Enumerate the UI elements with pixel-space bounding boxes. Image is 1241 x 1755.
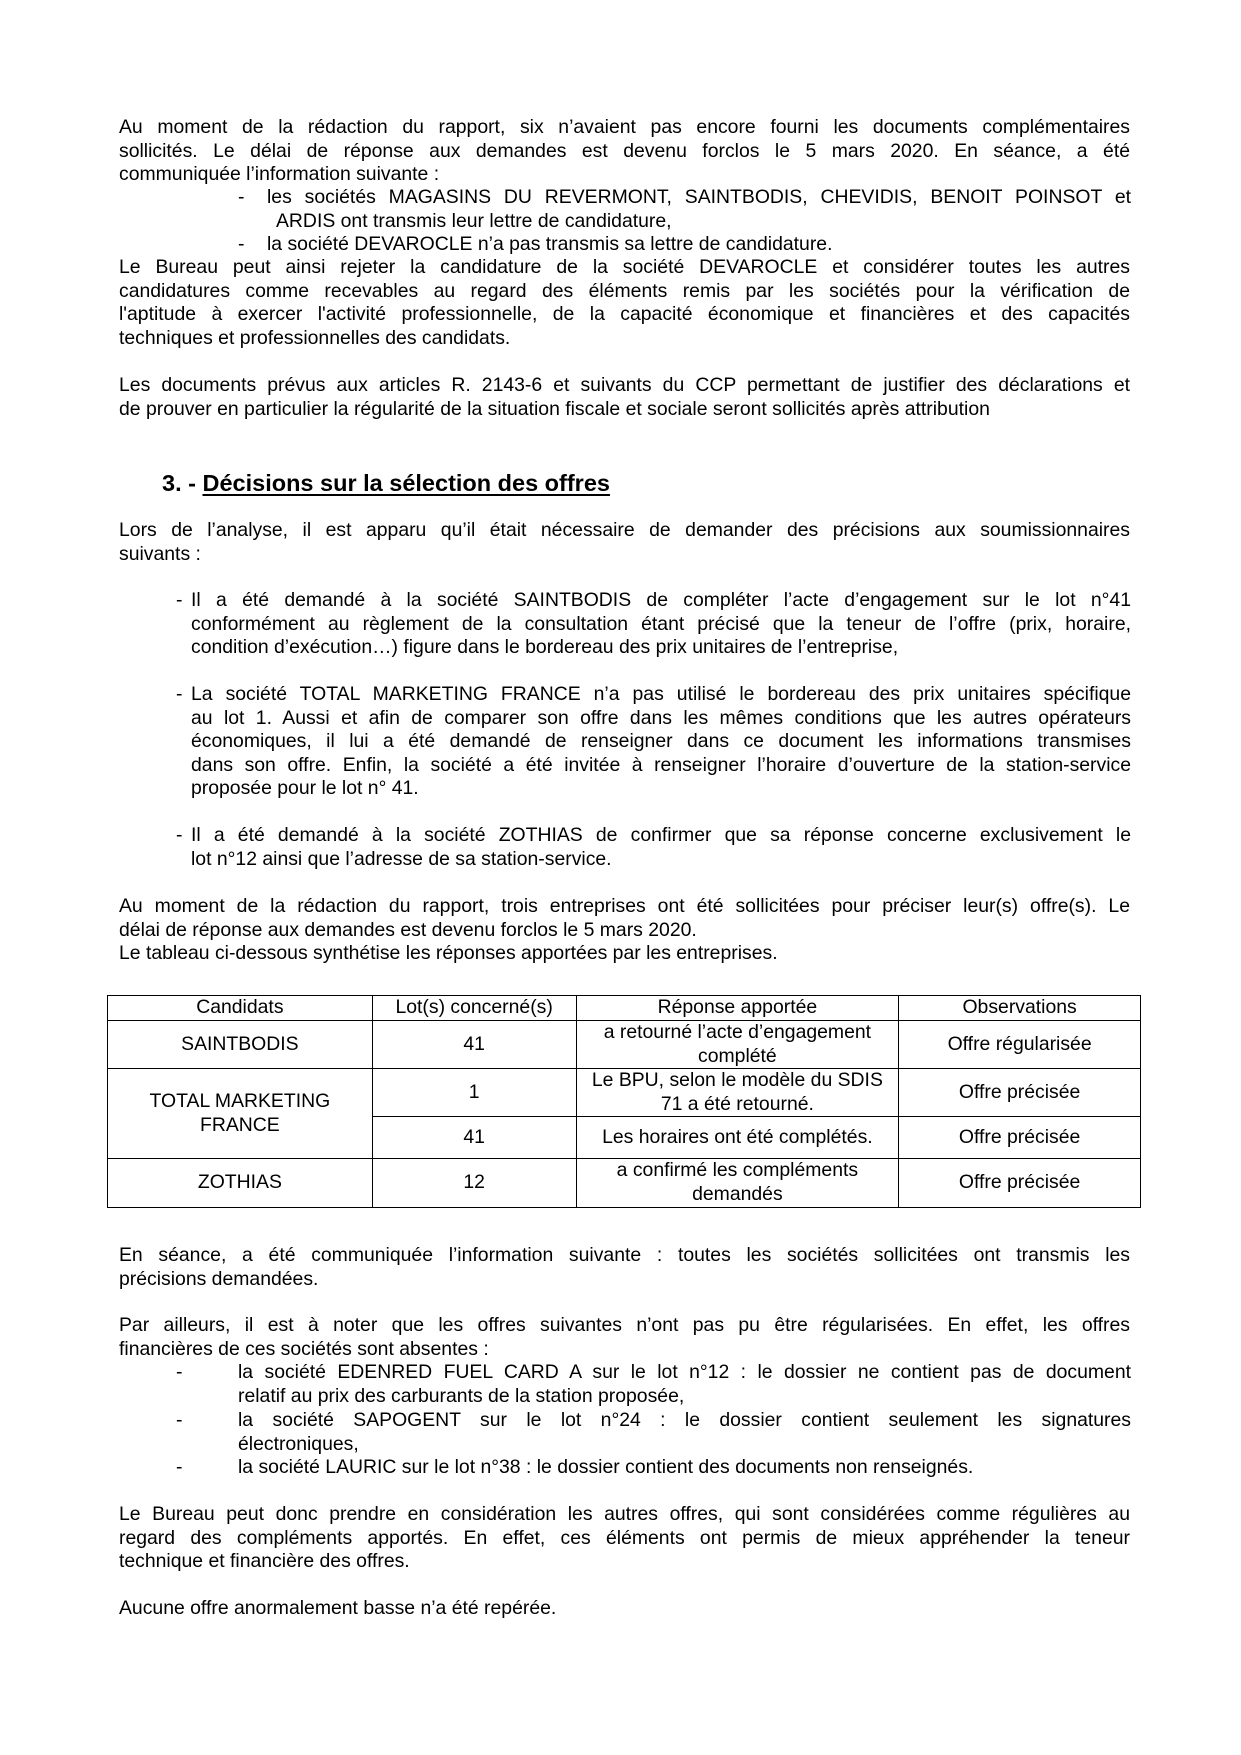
paragraph-analyse bbox=[119, 519, 1130, 566]
bullet-dash: - bbox=[176, 1361, 183, 1383]
text-line: relatif au prix des carburants de la station proposée, bbox=[238, 1384, 685, 1407]
paragraph-bureau-rejet bbox=[119, 256, 1130, 350]
table-cell-lot: 1 bbox=[372, 1069, 576, 1117]
bullet-item-candidatures bbox=[267, 186, 1131, 233]
paragraph-intro bbox=[119, 116, 1130, 187]
table-header-row bbox=[108, 996, 1141, 1021]
irregular-offer-lauric: la société LAURIC sur le lot n°38 : le dossier contient des documents non renseignés. bbox=[238, 1456, 974, 1478]
text-line: précisions demandées. bbox=[119, 1267, 319, 1290]
request-item-total bbox=[191, 683, 1131, 801]
column-header: Candidats bbox=[108, 996, 373, 1021]
paragraph-offre-basse: Aucune offre anormalement basse n’a été repérée. bbox=[119, 1597, 557, 1619]
paragraph-conclusion bbox=[119, 1503, 1130, 1574]
text-line: la société EDENRED FUEL CARD A sur le lot n°12 : le dossier ne contient pas de document bbox=[238, 1361, 1131, 1383]
table-cell-candidate: TOTAL MARKETING FRANCE bbox=[108, 1069, 373, 1159]
text-line: Il a été demandé à la société SAINTBODIS de compléter l’acte d’engagement sur le lot n°41 bbox=[191, 589, 1131, 611]
text-line: technique et financière des offres. bbox=[119, 1550, 410, 1573]
table-row bbox=[108, 1021, 1141, 1069]
text-line: Les documents prévus aux articles R. 2143-6 et suivants du CCP permettant de justifier des déclarations et bbox=[119, 374, 1130, 396]
text-line: En séance, a été communiquée l’information suivante : toutes les sociétés sollicitées ont transmis les bbox=[119, 1244, 1130, 1266]
section-number: 3. - bbox=[162, 470, 203, 496]
text-line: l'aptitude à exercer l'activité professionnelle, de la capacité économique et financières et des capacités bbox=[119, 303, 1130, 326]
text-line: Le tableau ci-dessous synthétise les réponses apportées par les entreprises. bbox=[119, 942, 778, 965]
column-header: Lot(s) concerné(s) bbox=[372, 996, 576, 1021]
text-line: Le Bureau peut ainsi rejeter la candidature de la société DEVAROCLE et considérer toutes les autres bbox=[119, 256, 1130, 278]
table-cell-observation: Offre précisée bbox=[899, 1069, 1141, 1117]
responses-table bbox=[107, 995, 1141, 1208]
section-heading bbox=[162, 472, 610, 496]
text-line: Il a été demandé à la société ZOTHIAS de confirmer que sa réponse concerne exclusivement le bbox=[191, 824, 1131, 846]
bullet-dash: - bbox=[176, 824, 183, 846]
request-item-zothias bbox=[191, 824, 1131, 871]
paragraph-documents-ccp bbox=[119, 374, 1130, 421]
text-line: La société TOTAL MARKETING FRANCE n’a pas utilisé le bordereau des prix unitaires spécifique bbox=[191, 683, 1131, 705]
request-item-saintbodis bbox=[191, 589, 1131, 660]
table-cell-response: a confirmé les compléments demandés bbox=[576, 1159, 899, 1207]
bullet-dash: - bbox=[238, 186, 245, 208]
bullet-dash: - bbox=[176, 1409, 183, 1431]
section-title: Décisions sur la sélection des offres bbox=[202, 470, 610, 496]
table-cell-observation: Offre précisée bbox=[899, 1159, 1141, 1207]
irregular-offer-edenred bbox=[238, 1361, 1131, 1408]
text-line: financières de ces sociétés sont absentes : bbox=[119, 1337, 489, 1360]
table-row bbox=[108, 1069, 1141, 1117]
bullet-item-devarocle: la société DEVAROCLE n’a pas transmis sa lettre de candidature. bbox=[267, 233, 833, 255]
text-line: les sociétés MAGASINS DU REVERMONT, SAINTBODIS, CHEVIDIS, BENOIT POINSOT et bbox=[267, 186, 1131, 208]
text-line: condition d’exécution…) figure dans le bordereau des prix unitaires de l’entreprise, bbox=[191, 636, 899, 659]
text-line: regard des compléments apportés. En effet, ces éléments ont permis de mieux appréhender la teneur bbox=[119, 1526, 1130, 1549]
table-cell-response: Les horaires ont été complétés. bbox=[576, 1117, 899, 1159]
text-line: Par ailleurs, il est à noter que les offres suivantes n’ont pas pu être régularisées. En effet, les offres bbox=[119, 1314, 1130, 1336]
text-line: économiques, il lui a été demandé de renseigner dans ce document les informations transmises bbox=[191, 730, 1131, 753]
text-line: Au moment de la rédaction du rapport, trois entreprises ont été sollicitées pour préciser leur(s) offre(s). Le bbox=[119, 895, 1130, 917]
paragraph-non-regularisees bbox=[119, 1314, 1130, 1361]
text-line: au lot 1. Aussi et afin de comparer son offre dans les mêmes conditions que les autres opérateurs bbox=[191, 706, 1131, 729]
paragraph-seance bbox=[119, 1244, 1130, 1291]
paragraph-sollicitations bbox=[119, 895, 1130, 966]
text-line: dans son offre. Enfin, la société a été invitée à renseigner l’horaire d’ouverture de la station-service bbox=[191, 753, 1131, 776]
bullet-dash: - bbox=[238, 233, 245, 255]
text-line: proposée pour le lot n° 41. bbox=[191, 777, 419, 800]
table-cell-candidate: SAINTBODIS bbox=[108, 1021, 373, 1069]
table-cell-observation: Offre régularisée bbox=[899, 1021, 1141, 1069]
text-line: communiquée l’information suivante : bbox=[119, 163, 440, 186]
text-line: suivants : bbox=[119, 542, 201, 565]
irregular-offer-sapogent bbox=[238, 1409, 1131, 1456]
text-line: la société SAPOGENT sur le lot n°24 : le dossier contient seulement les signatures bbox=[238, 1409, 1131, 1431]
table-cell-lot: 41 bbox=[372, 1021, 576, 1069]
table-cell-candidate: ZOTHIAS bbox=[108, 1159, 373, 1207]
text-line: Lors de l’analyse, il est apparu qu’il était nécessaire de demander des précisions aux soumissionnaires bbox=[119, 519, 1130, 541]
text-line: candidatures comme recevables au regard des éléments remis par les sociétés pour la vérification de bbox=[119, 279, 1130, 302]
text-line: Au moment de la rédaction du rapport, six n’avaient pas encore fourni les documents complémentaires bbox=[119, 116, 1130, 138]
bullet-dash: - bbox=[176, 589, 183, 611]
text-line: techniques et professionnelles des candidats. bbox=[119, 326, 511, 349]
text-line: de prouver en particulier la régularité de la situation fiscale et sociale seront sollicités après attribution bbox=[119, 397, 990, 420]
table-row bbox=[108, 1159, 1141, 1207]
text-line: ARDIS ont transmis leur lettre de candidature, bbox=[276, 209, 672, 232]
text-line: délai de réponse aux demandes est devenu forclos le 5 mars 2020. bbox=[119, 918, 697, 941]
table-cell-response: a retourné l’acte d’engagement complété bbox=[576, 1021, 899, 1069]
text-line: sollicités. Le délai de réponse aux demandes est devenu forclos le 5 mars 2020. En séance, a été bbox=[119, 139, 1130, 162]
text-line: conformément au règlement de la consultation étant précisé que la teneur de l’offre (prix, horaire, bbox=[191, 612, 1131, 635]
text-line: électroniques, bbox=[238, 1432, 359, 1455]
column-header: Observations bbox=[899, 996, 1141, 1021]
table-cell-response: Le BPU, selon le modèle du SDIS 71 a été retourné. bbox=[576, 1069, 899, 1117]
table-cell-observation: Offre précisée bbox=[899, 1117, 1141, 1159]
bullet-dash: - bbox=[176, 683, 183, 705]
table-cell-lot: 41 bbox=[372, 1117, 576, 1159]
text-line: lot n°12 ainsi que l’adresse de sa station-service. bbox=[191, 847, 612, 870]
text-line: Le Bureau peut donc prendre en considération les autres offres, qui sont considérées comme régulières au bbox=[119, 1503, 1130, 1525]
column-header: Réponse apportée bbox=[576, 996, 899, 1021]
table-cell-lot: 12 bbox=[372, 1159, 576, 1207]
bullet-dash: - bbox=[176, 1456, 183, 1478]
